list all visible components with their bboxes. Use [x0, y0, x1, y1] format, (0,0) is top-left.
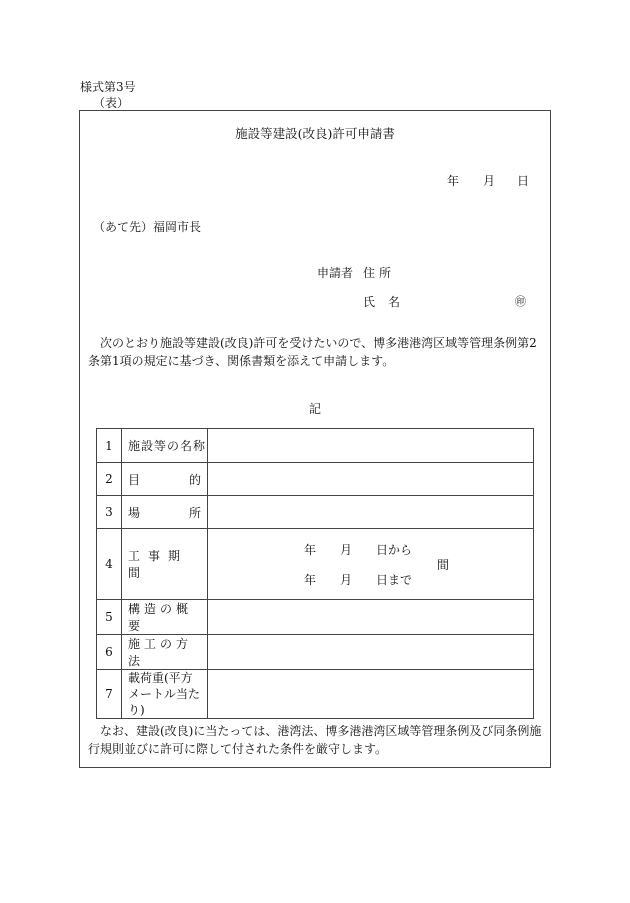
period-to-day: 日まで — [376, 573, 413, 587]
table-row — [97, 429, 534, 463]
row-label-construction-period — [122, 529, 208, 600]
purpose-field[interactable] — [208, 463, 534, 496]
period-from-line — [304, 541, 412, 558]
compliance-statement: なお、建設(改良)に当たっては、港湾法、博多港港湾区域等管理条例及び同条例施行規則並びに許可に際して付された条件を厳守します。 — [88, 724, 542, 756]
row-label-text: 施工の方法 — [128, 637, 193, 668]
table-row — [97, 600, 534, 635]
row-label-location — [122, 496, 208, 529]
row-label-part: 的 — [188, 472, 201, 487]
date-year: 年 — [447, 174, 460, 188]
applicant-label: 申請者 — [317, 266, 354, 280]
row-number: 7 — [97, 670, 122, 719]
table-row — [97, 496, 534, 529]
table-row — [97, 463, 534, 496]
table-row — [97, 635, 534, 670]
addressee: （あて先）福岡市長 — [93, 220, 202, 234]
document-title: 施設等建設(改良)許可申請書 — [235, 126, 395, 141]
row-label-facility-name — [122, 429, 208, 463]
period-to-year: 年 — [304, 573, 317, 587]
period-from-year: 年 — [304, 543, 317, 557]
row-label-text: 載荷重(平方メートル当たり) — [128, 671, 201, 717]
date-day: 日 — [517, 174, 530, 188]
row-number: 2 — [97, 463, 122, 496]
row-label-part: 場 — [128, 505, 141, 520]
method-field[interactable] — [208, 635, 534, 670]
seal-mark: ㊞ — [515, 295, 526, 308]
period-suffix: 間 — [437, 558, 450, 572]
location-field[interactable] — [208, 496, 534, 529]
row-number: 4 — [97, 529, 122, 600]
table-row — [97, 529, 534, 600]
row-number: 3 — [97, 496, 122, 529]
date-month: 月 — [483, 174, 496, 188]
period-to-line — [304, 571, 412, 588]
period-to-month: 月 — [340, 573, 353, 587]
row-label-text: 工事期間 — [128, 549, 189, 580]
row-number: 1 — [97, 429, 122, 463]
row-label-text: 構造の概要 — [128, 602, 193, 633]
structure-field[interactable] — [208, 600, 534, 635]
period-from-month: 月 — [340, 543, 353, 557]
row-number: 6 — [97, 635, 122, 670]
row-label-text: 施設等の名称 — [128, 439, 207, 453]
ki-heading: 記 — [308, 402, 321, 416]
row-number: 5 — [97, 600, 122, 635]
front-side-label: （表） — [93, 96, 130, 110]
period-from-day: 日から — [376, 543, 413, 557]
row-label-part: 所 — [188, 505, 201, 520]
row-label-part: 目 — [128, 472, 141, 487]
row-label-purpose — [122, 463, 208, 496]
row-label-structure — [122, 600, 208, 635]
load-field[interactable] — [208, 670, 534, 719]
table-row — [97, 670, 534, 719]
facility-name-field[interactable] — [208, 429, 534, 463]
form-number: 様式第3号 — [80, 80, 136, 94]
address-label: 住所 — [363, 266, 396, 280]
request-statement: 次のとおり施設等建設(改良)許可を受けたいので、博多港港湾区域等管理条例第2条第1項の規定に基づき、関係書類を添えて申請します。 — [88, 336, 537, 368]
items-table — [96, 428, 534, 719]
row-label-method — [122, 635, 208, 670]
row-label-load — [122, 670, 208, 719]
construction-period-field[interactable] — [208, 529, 534, 600]
name-label: 氏名 — [363, 295, 414, 309]
